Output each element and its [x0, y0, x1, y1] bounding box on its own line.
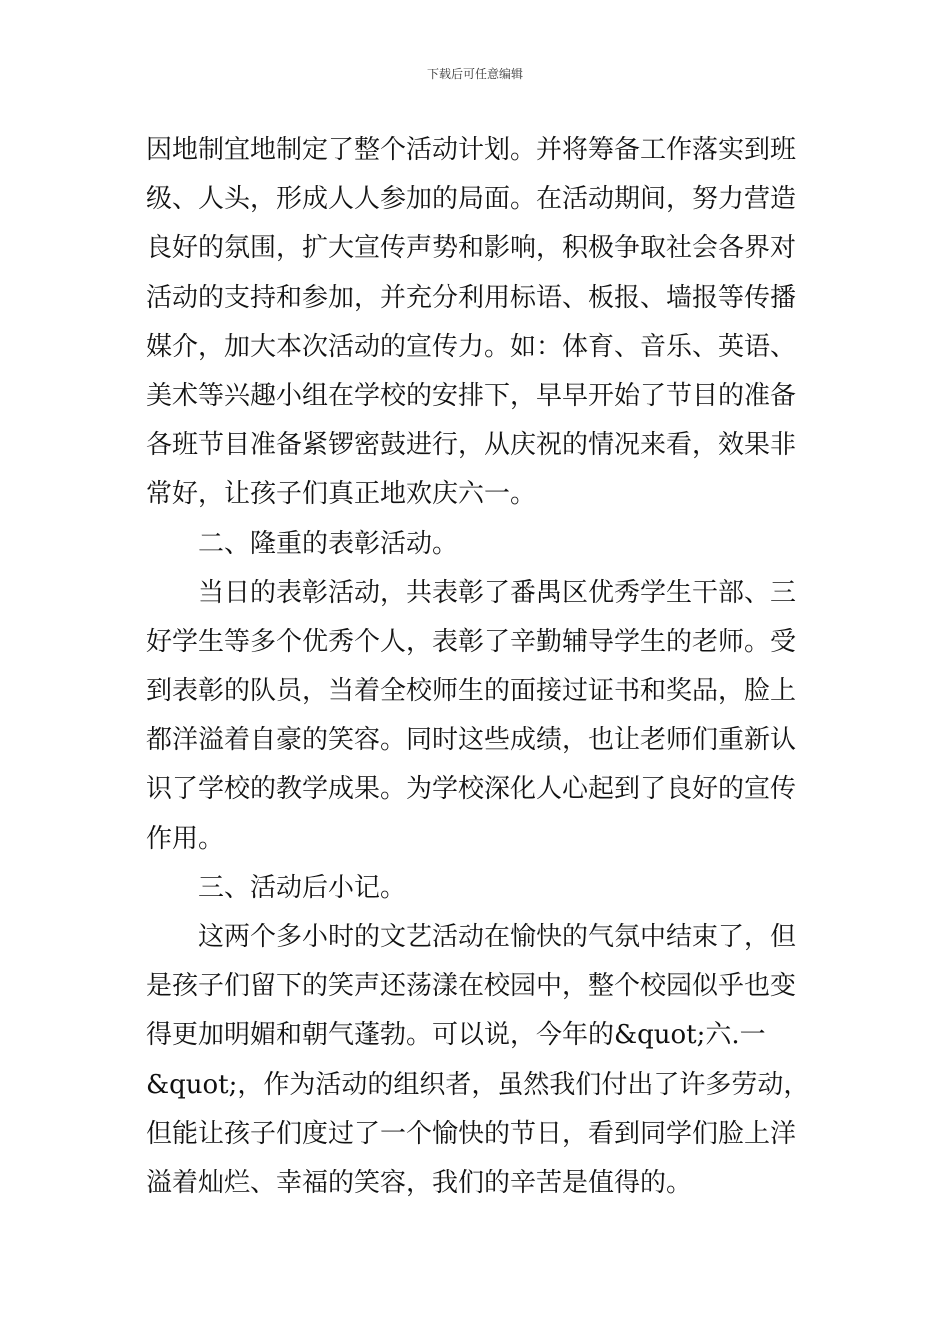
- document-body: [146, 126, 810, 1208]
- text-line: 媒介，加大本次活动的宣传力。如：体育、音乐、英语、: [146, 331, 797, 362]
- text-line: 好学生等多个优秀个人，表彰了辛勤辅导学生的老师。受: [146, 626, 797, 657]
- text-line: 都洋溢着自豪的笑容。同时这些成绩，也让老师们重新认: [146, 725, 797, 756]
- text-line: 三、活动后小记。: [198, 872, 407, 903]
- text-line: 常好，让孩子们真正地欢庆六一。: [146, 479, 537, 510]
- text-line: &quot;，作为活动的组织者，虽然我们付出了许多劳动，: [146, 1069, 810, 1100]
- page-header: 下载后可任意编辑: [426, 67, 523, 81]
- text-line: 识了学校的教学成果。为学校深化人心起到了良好的宣传: [146, 774, 797, 805]
- text-line: 活动的支持和参加，并充分利用标语、板报、墙报等传播: [146, 282, 797, 313]
- text-line: 溢着灿烂、幸福的笑容，我们的辛苦是值得的。: [146, 1167, 693, 1198]
- text-line: 是孩子们留下的笑声还荡漾在校园中，整个校园似乎也变: [146, 971, 797, 1002]
- text-line: 这两个多小时的文艺活动在愉快的气氛中结束了，但: [198, 922, 797, 952]
- text-line: 但能让孩子们度过了一个愉快的节日，看到同学们脸上洋: [146, 1118, 797, 1149]
- text-line: 因地制宜地制定了整个活动计划。并将筹备工作落实到班: [146, 135, 797, 165]
- text-line: 二、隆重的表彰活动。: [198, 528, 459, 559]
- text-line: 级、人头，形成人人参加的局面。在活动期间，努力营造: [146, 184, 797, 215]
- text-line: 当日的表彰活动，共表彰了番禺区优秀学生干部、三: [198, 577, 797, 608]
- text-line: 良好的氛围，扩大宣传声势和影响，积极争取社会各界对: [146, 233, 797, 264]
- text-line: 到表彰的队员，当着全校师生的面接过证书和奖品，脸上: [146, 676, 797, 707]
- text-line: 各班节目准备紧锣密鼓进行，从庆祝的情况来看，效果非: [146, 430, 797, 461]
- text-line: 美术等兴趣小组在学校的安排下，早早开始了节目的准备: [146, 380, 797, 411]
- text-line: 得更加明媚和朝气蓬勃。可以说，今年的&quot;六.一: [146, 1020, 766, 1051]
- text-line: 作用。: [146, 823, 225, 854]
